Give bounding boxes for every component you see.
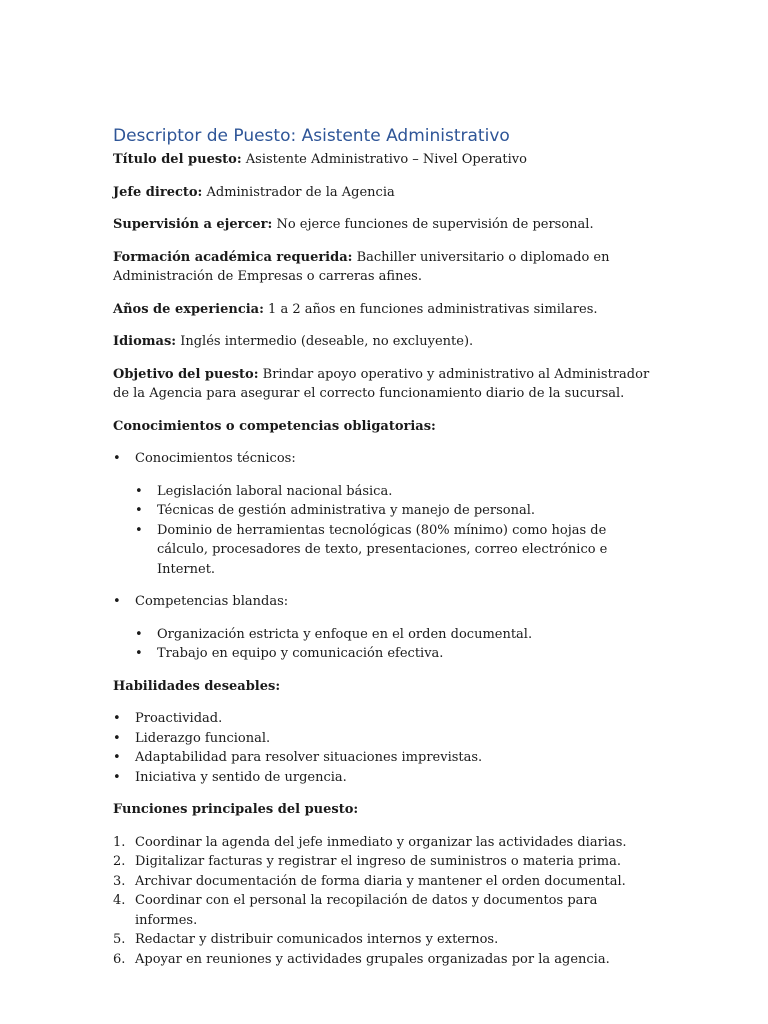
list-item (113, 449, 658, 579)
field-label: Supervisión a ejercer: (113, 217, 273, 232)
list-item: • Proactividad. (113, 709, 658, 729)
habilidades-list (113, 709, 658, 787)
field-value: Asistente Administrativo – Nivel Operativo (241, 152, 527, 167)
list-number: 5. (113, 932, 126, 947)
funciones-list (113, 833, 658, 970)
list-number: 1. (113, 834, 126, 850)
section-heading-text: Funciones principales del puesto: (113, 802, 359, 817)
field-formacion (113, 248, 658, 287)
list-item: • Adaptabilidad para resolver situaciones imprevistas. (113, 748, 658, 768)
section-heading-text: Conocimientos o competencias obligatorias: (113, 418, 436, 434)
field-value: Administrador de la Agencia (202, 184, 395, 200)
section-heading-habilidades (113, 677, 658, 697)
field-value: Bachiller universitario o diplomado en Administración de Empresas o carreras afines. (113, 249, 610, 284)
section-heading-funciones (113, 800, 658, 820)
list-item (113, 950, 658, 970)
list-number: 6. (113, 951, 126, 967)
list-item (113, 930, 658, 950)
field-objetivo (113, 365, 658, 404)
list-item (113, 872, 658, 892)
field-label: Objetivo del puesto: (113, 366, 259, 382)
list-item: • Técnicas de gestión administrativa y manejo de personal. (135, 501, 658, 521)
field-value: 1 a 2 años en funciones administrativas similares. (263, 301, 598, 317)
list-number: 4. (113, 893, 126, 908)
list-item: • Organización estricta y enfoque en el orden documental. (135, 625, 658, 645)
list-text: Digitalizar facturas y registrar el ingreso de suministros o materia prima. (135, 854, 622, 869)
list-item (113, 592, 658, 664)
group-label: Competencias blandas: (135, 594, 289, 609)
field-value: No ejerce funciones de supervisión de personal. (272, 217, 594, 232)
list-text: Coordinar la agenda del jefe inmediato y organizar las actividades diarias. (135, 834, 627, 850)
list-item: • Iniciativa y sentido de urgencia. (113, 768, 658, 788)
field-experiencia (113, 300, 658, 320)
list-number: 3. (113, 873, 126, 889)
field-jefe (113, 183, 658, 203)
sub-list (135, 625, 658, 664)
field-value: Brindar apoyo operativo y administrativo al Administrador de la Agencia para asegurar el correcto funcionamiento diario de la sucursal. (113, 366, 650, 401)
list-text: Apoyar en reuniones y actividades grupales organizadas por la agencia. (135, 951, 610, 967)
list-text: Redactar y distribuir comunicados internos y externos. (135, 932, 499, 947)
document-body (113, 124, 658, 982)
field-idiomas (113, 332, 658, 352)
section-heading-text: Habilidades deseables: (113, 678, 281, 694)
document-title: Descriptor de Puesto: Asistente Administrativo (113, 126, 510, 146)
list-item: • Liderazgo funcional. (113, 729, 658, 749)
field-titulo (113, 150, 658, 170)
list-text: Archivar documentación de forma diaria y mantener el orden documental. (135, 873, 626, 889)
field-label: Años de experiencia: (113, 301, 264, 317)
list-item: • Dominio de herramientas tecnológicas (80% mínimo) como hojas de cálculo, procesadores de texto, presentaciones, correo electrónico e Internet. (135, 521, 658, 580)
field-label: Formación académica requerida: (113, 249, 353, 265)
field-label: Título del puesto: (113, 152, 242, 167)
group-label: Conocimientos técnicos: (135, 451, 296, 466)
competencias-list (113, 449, 658, 664)
list-item (113, 833, 658, 853)
list-number: 2. (113, 854, 126, 869)
field-label: Jefe directo: (113, 184, 203, 200)
field-value: Inglés intermedio (deseable, no excluyente). (176, 334, 474, 349)
list-item: • Trabajo en equipo y comunicación efectiva. (135, 644, 658, 664)
list-item (113, 891, 658, 930)
sub-list (135, 482, 658, 580)
list-text: Coordinar con el personal la recopilación de datos y documentos para informes. (135, 893, 598, 928)
list-item (113, 852, 658, 872)
field-label: Idiomas: (113, 334, 177, 349)
field-supervision (113, 215, 658, 235)
section-heading-competencias (113, 417, 658, 437)
list-item: • Legislación laboral nacional básica. (135, 482, 658, 502)
